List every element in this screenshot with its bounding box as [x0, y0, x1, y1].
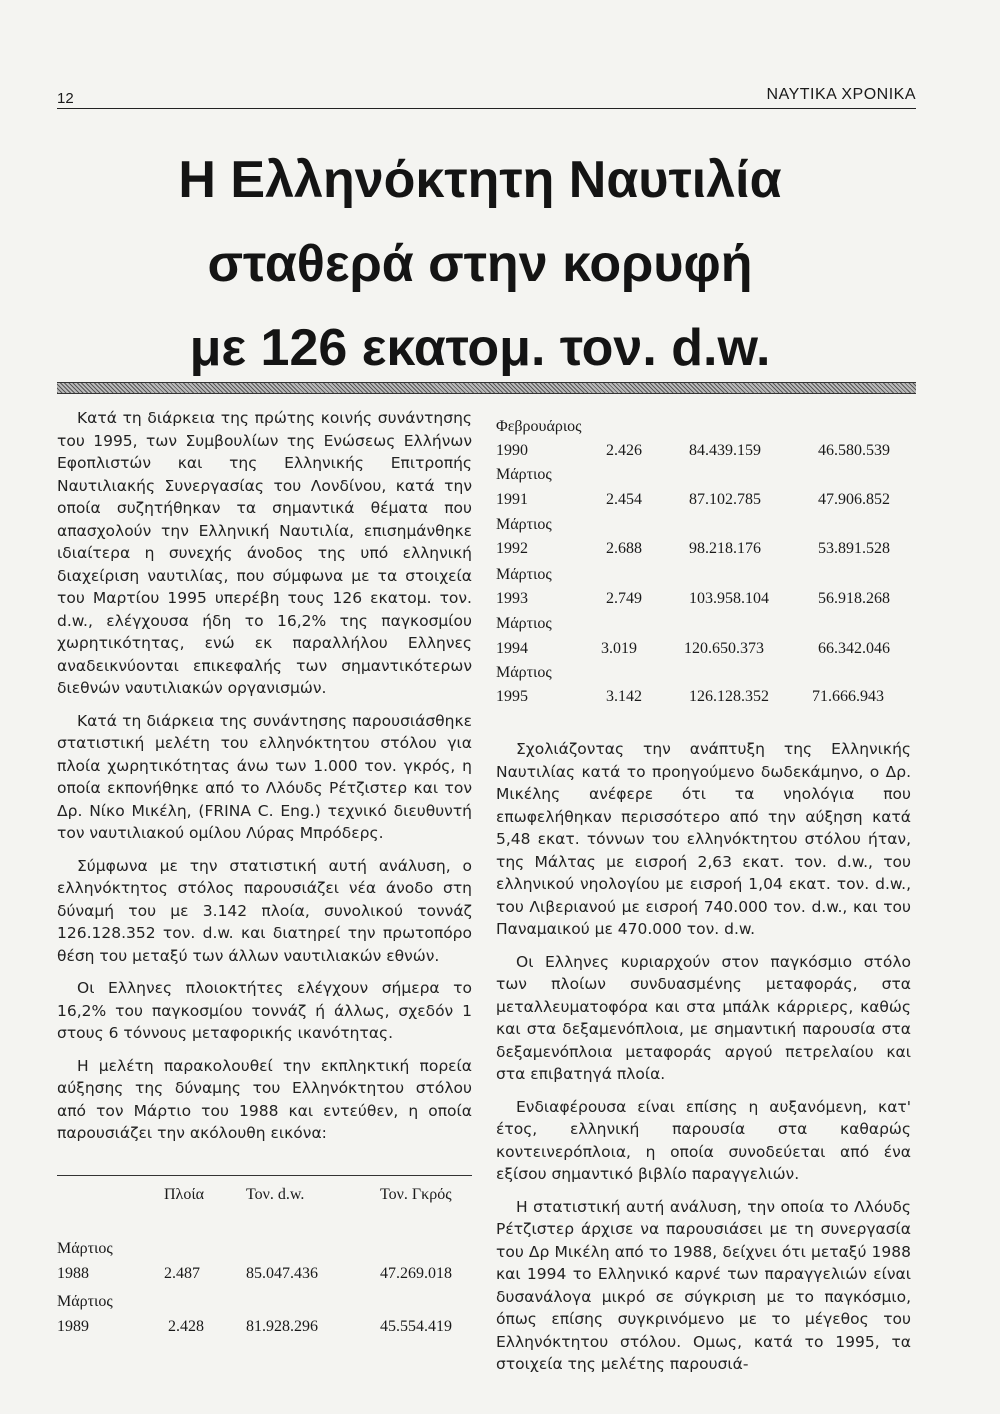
row-year: 1989 [57, 1318, 89, 1335]
row-ships: 3.019 [601, 640, 637, 657]
row-year: 1988 [57, 1265, 89, 1282]
row-grt: 53.891.528 [818, 540, 890, 557]
row-year: 1994 [496, 640, 528, 657]
row-grt: 71.666.943 [812, 688, 884, 705]
row-grt: 47.906.852 [818, 491, 890, 508]
row-month: Μάρτιος [496, 566, 552, 583]
headline-line-3: με 126 εκατομ. τον. d.w. [189, 319, 771, 377]
row-grt: 46.580.539 [818, 442, 890, 459]
paragraph: Οι Ελληνες κυριαρχούν στον παγκόσμιο στόλο των πλοίων συνδυασμένης μεταφοράς, στα μεταλλευματοφόρα και στα μπάλκ κάρριερς, καθώς και στα δεξαμενόπλοια, με σημαντική παρουσία στα δεξαμενόπλοια μεταφοράς αργού πετρελαίου και στα επιβατηγά πλοία. [496, 952, 911, 1083]
paragraph: Η μελέτη παρακολουθεί την εκπληκτική πορεία αύξησης της δύναμης του Ελληνόκτητου στόλου από τον Μάρτιο του 1988 και εντεύθεν, η οποία παρουσιάζει την ακόλουθη εικόνα: [57, 1056, 472, 1142]
row-ships: 2.454 [606, 491, 642, 508]
row-dwt: 120.650.373 [684, 640, 764, 657]
paragraph: Κατά τη διάρκεια της συνάντησης παρουσιάσθηκε στατιστική μελέτη του ελληνόκτητου στόλου για πλοία χωρητικότητας άνω των 1.000 τον. γκρός, η οποία εκπονήθηκε από το Λλόυδς Ρέτζιστερ και τον Δρ. Νίκο Μικέλη, (FRINA C. Eng.) τεχνικό διευθυντή τον ναυτιλιακού ομίλου Λύρας Μπρόδερς. [57, 711, 472, 842]
page-number: 12 [57, 90, 74, 107]
row-dwt: 87.102.785 [689, 491, 761, 508]
row-dwt: 103.958.104 [689, 590, 769, 607]
row-ships: 2.428 [168, 1318, 204, 1335]
magazine-title: ΝΑΥΤΙΚΑ ΧΡΟΝΙΚΑ [766, 86, 916, 103]
left-column [57, 407, 472, 1155]
hatched-divider [57, 382, 916, 394]
row-month: Μάρτιος [496, 615, 552, 632]
paragraph: Οι Ελληνες πλοιοκτήτες ελέγχουν σήμερα το 16,2% του παγκοσμίου τοννάζ ή άλλως, σχεδόν 1 στους 6 τόννους μεταφορικής ικανότητας. [57, 979, 472, 1042]
row-ships: 2.688 [606, 540, 642, 557]
paragraph: Η στατιστική αυτή ανάλυση, την οποία το Λλόυδς Ρέτζιστερ άρχισε να παρουσιάσει με τη συνεργασία του Δρ Μικέλη από το 1988, δείχνει ότι μεταξύ 1988 και 1994 το Ελληνικό καρνέ των παραγγελιών είναι δυσανάλογα μικρό σε σύγκριση με το παγκόσμιο, όπως επίσης συγκρινόμενο με το μέγεθος του Ελληνόκτητου στόλου. Ομως, κατά το 1995, τα στοιχεία της μελέτης παρουσιά- [496, 1197, 911, 1373]
row-year: 1990 [496, 442, 528, 459]
headline-line-1: Η Ελληνόκτητη Ναυτιλία [178, 151, 782, 209]
table-header-grt: Τον. Γκρός [380, 1186, 452, 1203]
row-year: 1995 [496, 688, 528, 705]
row-ships: 2.426 [606, 442, 642, 459]
headline-line-2: σταθερά στην κορυφή [207, 235, 753, 293]
row-grt: 45.554.419 [380, 1318, 452, 1335]
row-ships: 2.487 [164, 1265, 200, 1282]
row-month: Μάρτιος [57, 1240, 113, 1257]
row-dwt: 98.218.176 [689, 540, 761, 557]
row-ships: 3.142 [606, 688, 642, 705]
row-month: Μάρτιος [496, 466, 552, 483]
row-month: Μάρτιος [496, 516, 552, 533]
table-header-ships: Πλοία [164, 1186, 204, 1203]
row-dwt: 126.128.352 [689, 688, 769, 705]
paragraph: Σύμφωνα με την στατιστική αυτή ανάλυση, ο ελληνόκτητος στόλος παρουσιάζει νέα άνοδο στη δύναμή του με 3.142 πλοία, συνολικού τοννάζ 126.128.352 τον. d.w. και διατηρεί την πρωτοπόρο θέση του μεταξύ των άλλων ναυτιλιακών εθνών. [57, 856, 472, 965]
table-top-rule [57, 1175, 472, 1176]
row-grt: 56.918.268 [818, 590, 890, 607]
row-month: Μάρτιος [496, 664, 552, 681]
right-column [496, 738, 911, 1386]
row-dwt: 84.439.159 [689, 442, 761, 459]
row-grt: 47.269.018 [380, 1265, 452, 1282]
row-month: Φεβρουάριος [496, 418, 582, 435]
table-header-dwt: Τον. d.w. [246, 1186, 305, 1203]
row-dwt: 81.928.296 [246, 1318, 318, 1335]
row-year: 1991 [496, 491, 528, 508]
row-year: 1992 [496, 540, 528, 557]
paragraph: Σχολιάζοντας την ανάπτυξη της Ελληνικής Ναυτιλίας κατά το προηγούμενο δωδεκάμηνο, ο Δρ. Μικέλης ανέφερε ότι τα νηολόγια που επωφελήθηκαν περισσότερο από την αύξηση κατά 5,48 εκατ. τόννων του ελληνόκτητου στόλου ήταν, της Μάλτας με εισροή 2,63 εκατ. τον. d.w., του ελληνικού νηολογίου με εισροή 1,04 εκατ. τον. d.w., του Λιβεριανού με εισροή 740.000 τον. d.w., και του Παναμαικού με 470.000 τον. d.w. [496, 740, 911, 938]
paragraph: Ενδιαφέρουσα είναι επίσης η αυξανόμενη, κατ' έτος, ελληνική παρουσία στα καθαρώς κοντεινερόπλοια, η οποία συνοδεύεται από ένα εξίσου σημαντικό βιβλίο παραγγελιών. [496, 1097, 911, 1183]
row-ships: 2.749 [606, 590, 642, 607]
row-dwt: 85.047.436 [246, 1265, 318, 1282]
row-year: 1993 [496, 590, 528, 607]
header-rule [57, 108, 916, 109]
row-grt: 66.342.046 [818, 640, 890, 657]
paragraph: Κατά τη διάρκεια της πρώτης κοινής συνάντησης του 1995, των Συμβουλίων της Ενώσεως Ελλήνων Εφοπλιστών και της Ελληνικής Επιτροπής Ναυτιλιακής Συνεργασίας του Λονδίνου, κατά την οποία συζητήθηκαν τα σημαντικά θέματα που απασχολούν την Ελληνική Ναυτιλία, επισημάνθηκε ιδιαίτερα η συνεχής άνοδος της υπό ελληνική διαχείριση ναυτιλίας, που σύμφωνα με τα στοιχεία του Μαρτίου 1995 υπερέβη τους 126 εκατομ. τον. d.w., ελέγχουσα ήδη το 16,2% της παγκοσμίου χωρητικότητας, ενώ εκ παραλλήλου Ελληνες αναδεικνύονται επικεφαλής των σημαντικότερων διεθνών ναυτιλιακών οργανισμών. [57, 409, 472, 697]
row-month: Μάρτιος [57, 1293, 113, 1310]
